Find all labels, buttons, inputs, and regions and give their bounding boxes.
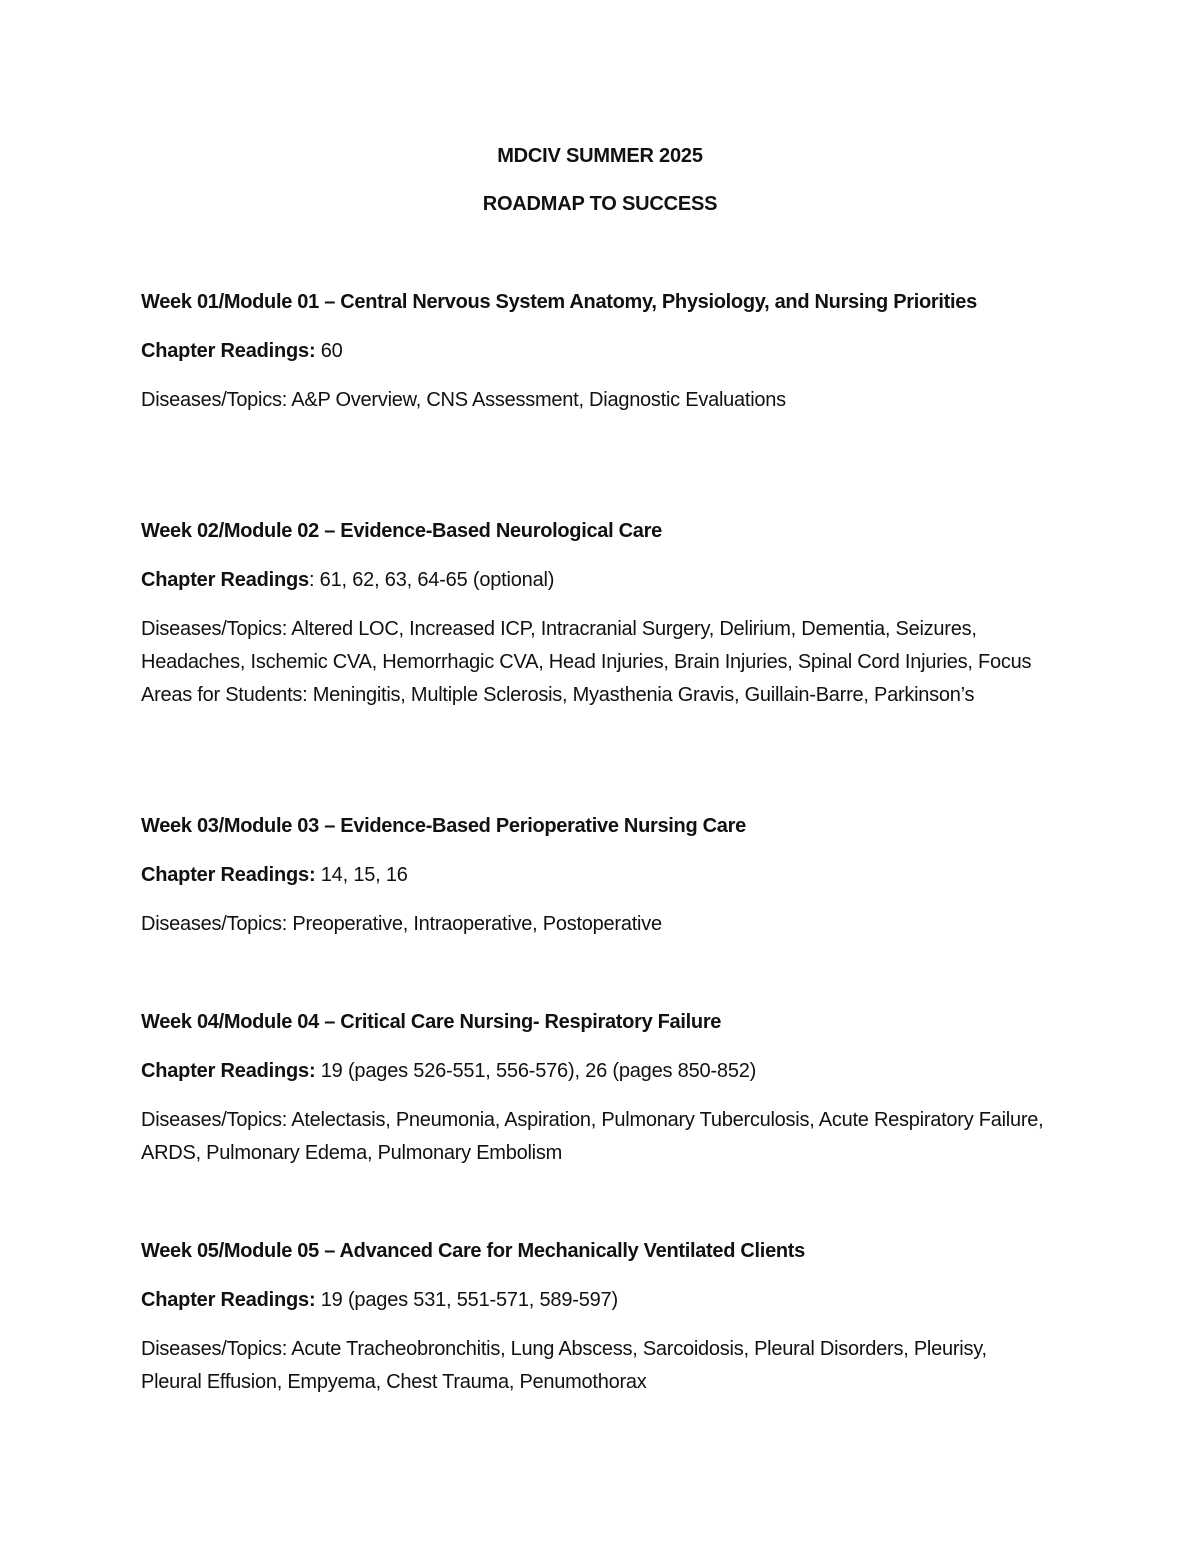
chapter-readings-value: 14, 15, 16: [315, 864, 408, 886]
diseases-topics: Diseases/Topics: A&P Overview, CNS Assessment, Diagnostic Evaluations: [141, 389, 786, 411]
chapter-readings-value: 19 (pages 531, 551-571, 589-597): [315, 1289, 618, 1311]
document-title: MDCIV SUMMER 2025: [497, 145, 703, 167]
chapter-readings-label: Chapter Readings:: [141, 340, 316, 362]
diseases-topics: Diseases/Topics: Atelectasis, Pneumonia, Aspiration, Pulmonary Tuberculosis, Acute Respiratory Failure, ARDS, Pulmonary Edema, Pulmonary Embolism: [141, 1109, 1044, 1164]
chapter-readings: [141, 859, 1051, 892]
chapter-readings-value: 19 (pages 526-551, 556-576), 26 (pages 850-852): [315, 1060, 757, 1082]
chapter-readings-label: Chapter Readings:: [141, 864, 316, 886]
chapter-readings: [141, 1284, 1051, 1317]
week-heading: Week 04/Module 04 – Critical Care Nursing- Respiratory Failure: [141, 1011, 722, 1033]
week-section-05: [141, 1235, 1051, 1399]
week-heading: Week 01/Module 01 – Central Nervous System Anatomy, Physiology, and Nursing Priorities: [141, 291, 977, 313]
diseases-topics: Diseases/Topics: Altered LOC, Increased ICP, Intracranial Surgery, Delirium, Dementia, Seizures, Headaches, Ischemic CVA, Hemorrhagic CVA, Head Injuries, Brain Injuries, Spinal Cord Injuries, Focus Areas for Students: Meningitis, Multiple Sclerosis, Myasthenia Gravis, Guillain-Barre, Parkinson’s: [141, 618, 1032, 706]
week-section-03: [141, 810, 1051, 941]
diseases-topics: Diseases/Topics: Acute Tracheobronchitis, Lung Abscess, Sarcoidosis, Pleural Disorders, Pleurisy, Pleural Effusion, Empyema, Chest Trauma, Penumothorax: [141, 1338, 987, 1393]
week-section-01: [141, 286, 1051, 417]
week-heading: Week 02/Module 02 – Evidence-Based Neurological Care: [141, 520, 662, 542]
diseases-topics: Diseases/Topics: Preoperative, Intraoperative, Postoperative: [141, 913, 662, 935]
chapter-readings-label: Chapter Readings:: [141, 1289, 316, 1311]
chapter-readings: [141, 335, 1051, 368]
chapter-readings-label: Chapter Readings:: [141, 1060, 316, 1082]
week-section-02: [141, 515, 1051, 712]
week-section-04: [141, 1006, 1051, 1170]
document-subtitle: ROADMAP TO SUCCESS: [482, 193, 718, 215]
chapter-readings-label: Chapter Readings: [141, 569, 309, 591]
chapter-readings: [141, 1055, 1051, 1088]
chapter-readings: [141, 564, 1051, 597]
chapter-readings-value: 60: [315, 340, 343, 362]
week-heading: Week 03/Module 03 – Evidence-Based Perioperative Nursing Care: [141, 815, 746, 837]
week-heading: Week 05/Module 05 – Advanced Care for Mechanically Ventilated Clients: [141, 1240, 805, 1262]
chapter-readings-value: : 61, 62, 63, 64-65 (optional): [308, 569, 555, 591]
